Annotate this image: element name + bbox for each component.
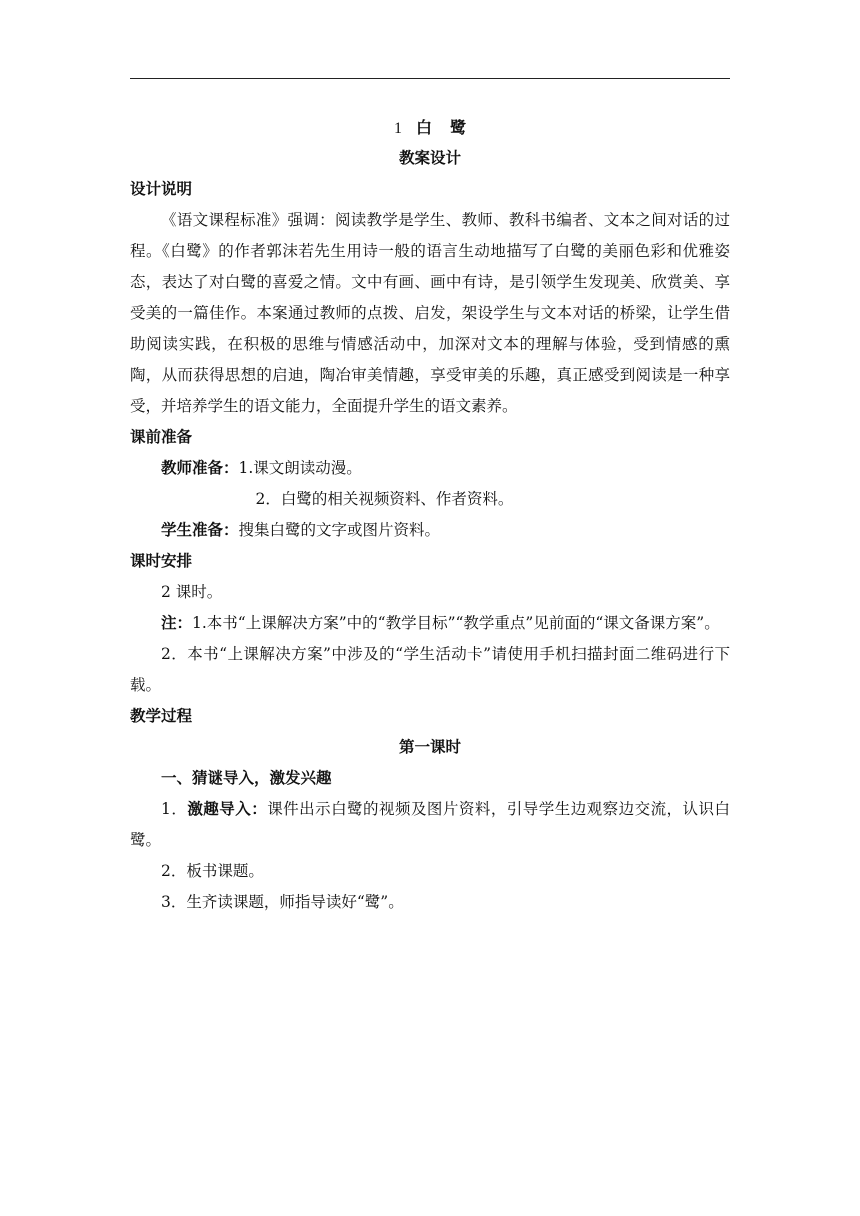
teacher-prep-item2: 2．白鹭的相关视频资料、作者资料。 [255,490,514,508]
teacher-prep-label: 教师准备： [161,459,239,477]
teacher-prep-line2 [130,484,730,515]
subtitle: 教案设计 [398,149,461,167]
lesson-number: 1 [393,120,402,137]
schedule-hours: 2 课时。 [161,583,223,601]
step3: 3．生齐读课题，师指导读好“鹭”。 [161,893,404,911]
step1-number: 1． [161,800,188,818]
section1-heading: 一、猜谜导入，激发兴趣 [161,769,332,787]
document-body [130,112,730,918]
design-note-paragraph: 《语文课程标准》强调：阅读教学是学生、教师、教科书编者、文本之间对话的过程。《白鹭》的作者郭沫若先生用诗一般的语言生动地描写了白鹭的美丽色彩和优雅姿态，表达了对白鹭的喜爱之情。文中有画、画中有诗，是引领学生发现美、欣赏美、享受美的一篇佳作。本案通过教师的点拨、启发，架设学生与文本对话的桥梁，让学生借助阅读实践，在积极的思维与情感活动中，加深对文本的理解与体验，受到情感的熏陶，从而获得思想的启迪，陶冶审美情趣，享受审美的乐趣，真正感受到阅读是一种享受，并培养学生的语文能力，全面提升学生的语文素养。 [130,211,730,415]
schedule-note1 [130,608,730,639]
lesson-title-char1: 白 [415,118,432,137]
step1-label: 激趣导入： [187,800,268,818]
student-prep-item: 搜集白鹭的文字或图片资料。 [238,521,441,539]
teacher-prep-line1 [130,453,730,484]
process-heading: 教学过程 [130,707,193,725]
lesson-title-char2: 鹭 [450,118,467,137]
header-rule [130,78,730,79]
step1 [130,794,730,856]
student-prep-label: 学生准备： [161,521,239,539]
student-prep-line [130,515,730,546]
note1-text: 1.本书“上课解决方案”中的“教学目标”“教学重点”见前面的“课文备课方案”。 [192,614,720,632]
teacher-prep-item1: 1.课文朗读动漫。 [238,459,362,477]
note-label: 注： [161,614,193,632]
step2: 2．板书课题。 [161,862,264,880]
schedule-note2: 2．本书“上课解决方案”中涉及的“学生活动卡”请使用手机扫描封面二维码进行下载。 [130,645,730,694]
design-note-heading: 设计说明 [130,180,193,198]
step1-text: 课件出示白鹭的视频及图片资料，引导学生边观察边交流，认识白鹭。 [130,800,730,849]
period-title: 第一课时 [398,738,461,756]
preparation-heading: 课前准备 [130,428,193,446]
schedule-heading: 课时安排 [130,552,193,570]
lesson-title [130,112,730,143]
